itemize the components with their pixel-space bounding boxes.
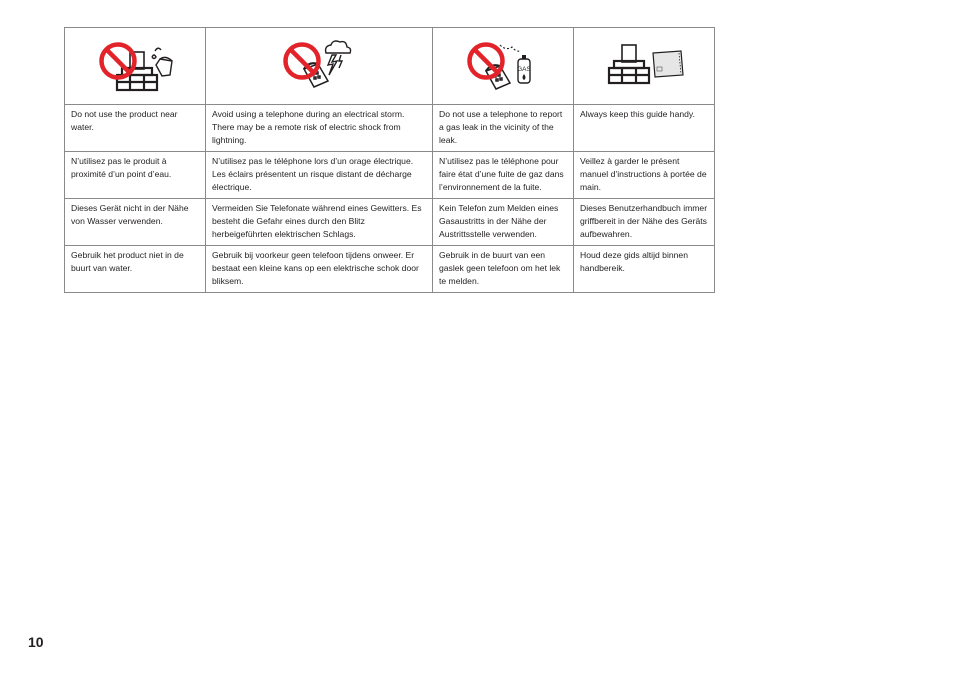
text-row-de — [65, 199, 715, 246]
cell-nl-water: Gebruik het product niet in de buurt van water. — [65, 246, 206, 293]
printer-icon — [609, 45, 649, 83]
text-row-en — [65, 105, 715, 152]
prohibition-icon — [470, 45, 503, 78]
prohibition-icon — [286, 45, 319, 78]
cell-fr-water: N’utilisez pas le produit à proximité d’un point d’eau. — [65, 152, 206, 199]
cell-nl-gas: Gebruik in de buurt van een gaslek geen telefoon om het lek te melden. — [433, 246, 574, 293]
cell-fr-gas: N’utilisez pas le téléphone pour faire état d’une fuite de gaz dans l’environnement de la fuite. — [433, 152, 574, 199]
text-row-fr — [65, 152, 715, 199]
cell-de-gas: Kein Telefon zum Melden eines Gasaustritts in der Nähe der Austrittsstelle verwenden. — [433, 199, 574, 246]
water-cup-icon — [152, 48, 172, 76]
cell-nl-storm: Gebruik bij voorkeur geen telefoon tijdens onweer. Er bestaat een kleine kans op een elektrische schok door bliksem. — [206, 246, 433, 293]
safety-table — [64, 27, 715, 293]
cell-de-storm: Vermeiden Sie Telefonate während eines Gewitters. Es besteht die Gefahr eines durch den Blitz herbeigeführten elektrischen Schlags. — [206, 199, 433, 246]
icon-row — [65, 28, 715, 105]
cell-fr-storm: N’utilisez pas le téléphone lors d’un orage électrique. Les éclairs présentent un risque distant de décharge électrique. — [206, 152, 433, 199]
cell-fr-guide: Veillez à garder le présent manuel d’instructions à portée de main. — [574, 152, 715, 199]
cell-en-water: Do not use the product near water. — [65, 105, 206, 152]
gas-fumes-icon — [500, 45, 520, 51]
cell-en-storm: Avoid using a telephone during an electrical storm. There may be a remote risk of electric shock from lightning. — [206, 105, 433, 152]
gas-cylinder-icon — [517, 55, 531, 83]
icon-cell-manual — [574, 28, 715, 105]
no-phone-gas-illustration — [448, 31, 558, 101]
gas-label: GAS — [517, 66, 531, 73]
icon-cell-storm — [206, 28, 433, 105]
no-phone-storm-illustration — [264, 31, 374, 101]
icon-cell-water — [65, 28, 206, 105]
manual-booklet-icon — [653, 51, 683, 77]
lightning-storm-icon — [326, 41, 351, 75]
keep-guide-illustration — [589, 31, 699, 101]
cell-de-guide: Dieses Benutzerhandbuch immer griffbereit in der Nähe des Geräts aufbewahren. — [574, 199, 715, 246]
cell-en-gas: Do not use a telephone to report a gas leak in the vicinity of the leak. — [433, 105, 574, 152]
text-row-nl — [65, 246, 715, 293]
no-water-illustration — [80, 31, 190, 101]
icon-cell-gas — [433, 28, 574, 105]
cell-de-water: Dieses Gerät nicht in der Nähe von Wasser verwenden. — [65, 199, 206, 246]
cell-en-guide: Always keep this guide handy. — [574, 105, 715, 152]
printer-icon — [117, 52, 157, 90]
page-number: 10 — [28, 634, 44, 650]
cell-nl-guide: Houd deze gids altijd binnen handbereik. — [574, 246, 715, 293]
